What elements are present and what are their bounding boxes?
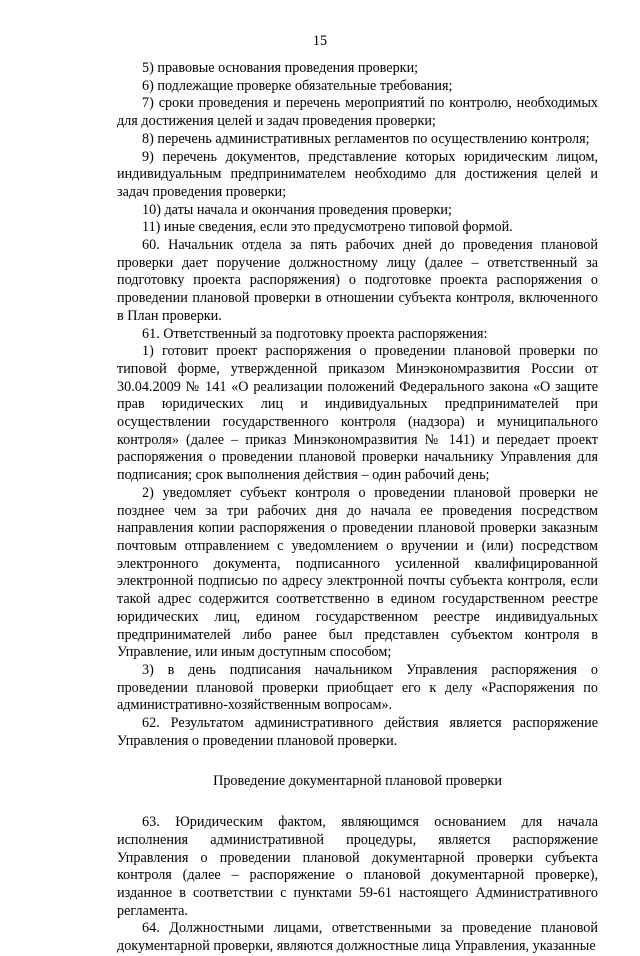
paragraph-61-item-3: 3) в день подписания начальником Управления распоряжения о проведении плановой проверки приобщает его к делу «Распоряжения по административно-хозяйственным вопросам». — [117, 661, 598, 714]
page-body — [117, 60, 598, 956]
paragraph-61: 61. Ответственный за подготовку проекта распоряжения: — [142, 325, 488, 342]
paragraph-63: 63. Юридическим фактом, являющимся основанием для начала исполнения административной процедуры, является распоряжение Управления о проведении плановой документарной проверки субъекта контроля (далее – распоряжение о плановой документарной проверке), изданное в соответствии с пунктами 59-61 настоящего Административного регламента. — [117, 814, 598, 919]
page-number: 15 — [312, 33, 328, 49]
section-heading: Проведение документарной плановой проверки — [213, 773, 502, 790]
paragraph-64: 64. Должностными лицами, ответственными за проведение плановой документарной проверки, являются должностные лица Управления, указанные — [117, 920, 598, 955]
paragraph-item-6: 6) подлежащие проверке обязательные требования; — [142, 77, 453, 94]
paragraph-item-9: 9) перечень документов, представление которых юридическим лицом, индивидуальным предпринимателем необходимо для достижения целей и задач проведения проверки; — [117, 148, 598, 200]
paragraph-62: 62. Результатом административного действия является распоряжение Управления о проведении плановой проверки. — [117, 715, 598, 749]
paragraph-61-item-1: 1) готовит проект распоряжения о проведении плановой проверки по типовой форме, утвержденной приказом Минэкономразвития России от 30.04.2009 № 141 «О реализации положений Федерального закона «О защите прав юридических лиц и индивидуальных предпринимателей при осуществлении государственного контроля (надзора) и муниципального контроля» (далее – приказ Минэкономразвития № 141) и передает проект распоряжения о проведении плановой проверки начальнику Управления для подписания; срок выполнения действия – один рабочий день; — [117, 343, 598, 484]
paragraph-60: 60. Начальник отдела за пять рабочих дней до проведения плановой проверки дает поручение должностному лицу (далее – ответственный за подготовку проекта распоряжения) о подготовке проекта распоряжения о проведении плановой проверки в отношении субъекта контроля, включенного в План проверки. — [117, 237, 598, 324]
paragraph-item-5: 5) правовые основания проведения проверки; — [142, 60, 419, 76]
paragraph-item-10: 10) даты начала и окончания проведения проверки; — [142, 201, 452, 218]
paragraph-item-7: 7) сроки проведения и перечень мероприятий по контролю, необходимых для достижения целей и задач проведения проверки; — [117, 95, 598, 130]
paragraph-61-item-2: 2) уведомляет субъект контроля о проведении плановой проверки не позднее чем за три рабочих дня до начала ее проведения посредством направления копии распоряжения о проведении плановой проверки заказным почтовым отправлением с уведомлением о вручении и (или) посредством электронного документа, подписанного усиленной квалифицированной электронной подписью по адресу электронной почты субъекта контроля, если такой адрес содержится соответственно в едином государственном реестре юридических лиц, едином государственном реестре индивидуальных предпринимателей либо ранее был представлен субъектом контроля в Управление, или иным доступным способом; — [117, 484, 598, 661]
paragraph-item-11: 11) иные сведения, если это предусмотрено типовой формой. — [142, 219, 513, 236]
paragraph-item-8: 8) перечень административных регламентов по осуществлению контроля; — [142, 130, 590, 147]
